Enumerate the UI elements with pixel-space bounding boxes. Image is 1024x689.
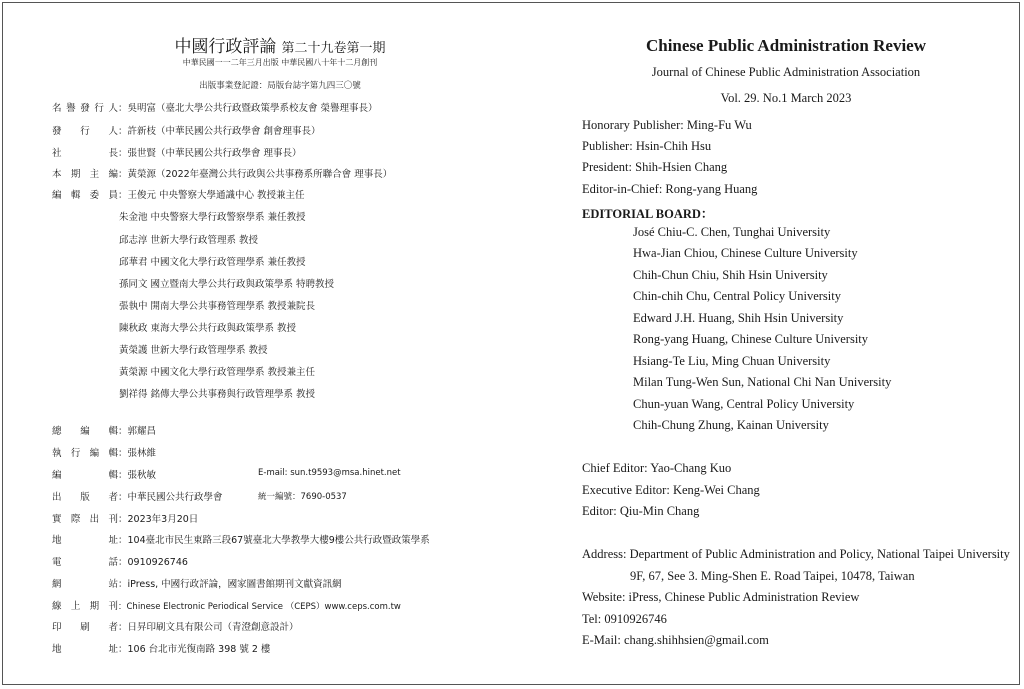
editor-line: Chief Editor: Yao-Chang Kuo — [582, 461, 732, 475]
info-row: 印刷者：日昇印刷文具有限公司（青澄創意設計） — [52, 622, 299, 633]
board-member-en: Milan Tung-Wen Sun, National Chi Nan University — [633, 375, 892, 389]
info-row: 執行編輯：張林維 — [52, 448, 157, 459]
info-row: 總編輯：郭耀昌 — [52, 426, 157, 437]
board-member: 黃榮護 世新大學行政管理學系 教授 — [119, 345, 268, 356]
registration-number: 出版事業登記證：局版台誌字第九四三〇號 — [199, 81, 361, 91]
staff-line: President: Shih-Hsien Chang — [582, 160, 728, 174]
board-member-en: Chin-chih Chu, Central Policy University — [633, 289, 841, 303]
volume-en: Vol. 29. No.1 March 2023 — [720, 91, 852, 105]
email-line: E-Mail: chang.shihhsien@gmail.com — [582, 633, 769, 647]
board-member: 孫同文 國立暨南大學公共行政與政策學系 特聘教授 — [119, 279, 335, 290]
board-member-en: Chih-Chung Zhung, Kainan University — [633, 418, 829, 432]
info-row: 編輯：張秋敏 — [52, 470, 157, 481]
left-title-block — [0, 32, 560, 57]
journal-association: Journal of Chinese Public Administration Association — [651, 65, 921, 79]
board-member: 劉祥得 銘傳大學公共事務與行政管理學系 教授 — [119, 389, 316, 400]
board-member-en: José Chiu-C. Chen, Tunghai University — [633, 225, 831, 239]
board-member-en: Hsiang-Te Liu, Ming Chuan University — [633, 354, 831, 368]
board-member-en: Chih-Chun Chiu, Shih Hsin University — [633, 268, 828, 282]
staff-line: Honorary Publisher: Ming-Fu Wu — [582, 118, 752, 132]
info-row: 地址：104臺北市民生東路三段67號臺北大學教學大樓9樓公共行政暨政策學系 — [52, 535, 430, 546]
contact-email-zh: E-mail: sun.t9593@msa.hinet.net — [258, 468, 401, 478]
board-member-en: Hwa-Jian Chiou, Chinese Culture University — [633, 246, 858, 260]
staff-row: 名譽發行人：吳明富（臺北大學公共行政暨政策學系校友會 榮譽理事長） — [52, 103, 378, 114]
board-member: 陳秋政 東海大學公共行政與政策學系 教授 — [119, 323, 297, 334]
tax-id: 統一編號：7690-0537 — [258, 492, 347, 502]
volume-zh: 第二十九卷第一期 — [281, 41, 386, 56]
info-row: 線上期刊：Chinese Electronic Periodical Service （CEPS）www.ceps.com.tw — [52, 601, 401, 612]
journal-title-zh: 中國行政評論 — [174, 37, 277, 57]
publication-dates: 中華民國一一二年三月出版 中華民國八十年十二月創刊 — [182, 58, 378, 67]
staff-row: 發行人：許新枝（中華民國公共行政學會 創會理事長） — [52, 126, 321, 137]
editor-line: Editor: Qiu-Min Chang — [582, 504, 700, 518]
website-line: Website: iPress, Chinese Public Administration Review — [582, 590, 860, 604]
address-line-1: Address: Department of Public Administration and Policy, National Taipei University — [582, 547, 1010, 561]
staff-row: 本期主編：黃榮源（2022年臺灣公共行政與公共事務系所聯合會 理事長） — [52, 169, 393, 180]
staff-row: 社長：張世賢（中華民國公共行政學會 理事長） — [52, 148, 302, 159]
tel-line: Tel: 0910926746 — [582, 612, 667, 626]
board-member: 朱金池 中央警察大學行政警察學系 兼任教授 — [119, 212, 306, 223]
address-line-2: 9F, 67, See 3. Ming-Shen E. Road Taipei, 10478, Taiwan — [630, 569, 915, 583]
staff-line: Publisher: Hsin-Chih Hsu — [582, 139, 712, 153]
board-member: 邱志淳 世新大學行政管理系 教授 — [119, 235, 259, 246]
board-member: 張執中 開南大學公共事務管理學系 教授兼院長 — [119, 301, 316, 312]
info-row: 實際出刊：2023年3月20日 — [52, 514, 199, 525]
info-row: 出版者：中華民國公共行政學會 — [52, 492, 223, 503]
journal-title-en: Chinese Public Administration Review — [645, 36, 927, 55]
editorial-board-heading: EDITORIAL BOARD： — [582, 207, 714, 221]
editor-line: Executive Editor: Keng-Wei Chang — [582, 483, 760, 497]
staff-row: 編輯委員：王俊元 中央警察大學通識中心 教授兼主任 — [52, 190, 305, 201]
board-member-en: Edward J.H. Huang, Shih Hsin University — [633, 311, 844, 325]
info-row: 地址：106 台北市光復南路 398 號 2 樓 — [52, 644, 271, 655]
staff-line: Editor-in-Chief: Rong-yang Huang — [582, 182, 758, 196]
info-row: 電話：0910926746 — [52, 557, 188, 568]
info-row: 網站：iPress, 中國行政評論，國家圖書館期刊文獻資訊網 — [52, 579, 342, 590]
board-member-en: Chun-yuan Wang, Central Policy University — [633, 397, 855, 411]
board-member-en: Rong-yang Huang, Chinese Culture University — [633, 332, 869, 346]
board-member: 黃榮源 中國文化大學行政管理學系 教授兼主任 — [119, 367, 316, 378]
board-member: 邱華君 中國文化大學行政管理學系 兼任教授 — [119, 257, 306, 268]
